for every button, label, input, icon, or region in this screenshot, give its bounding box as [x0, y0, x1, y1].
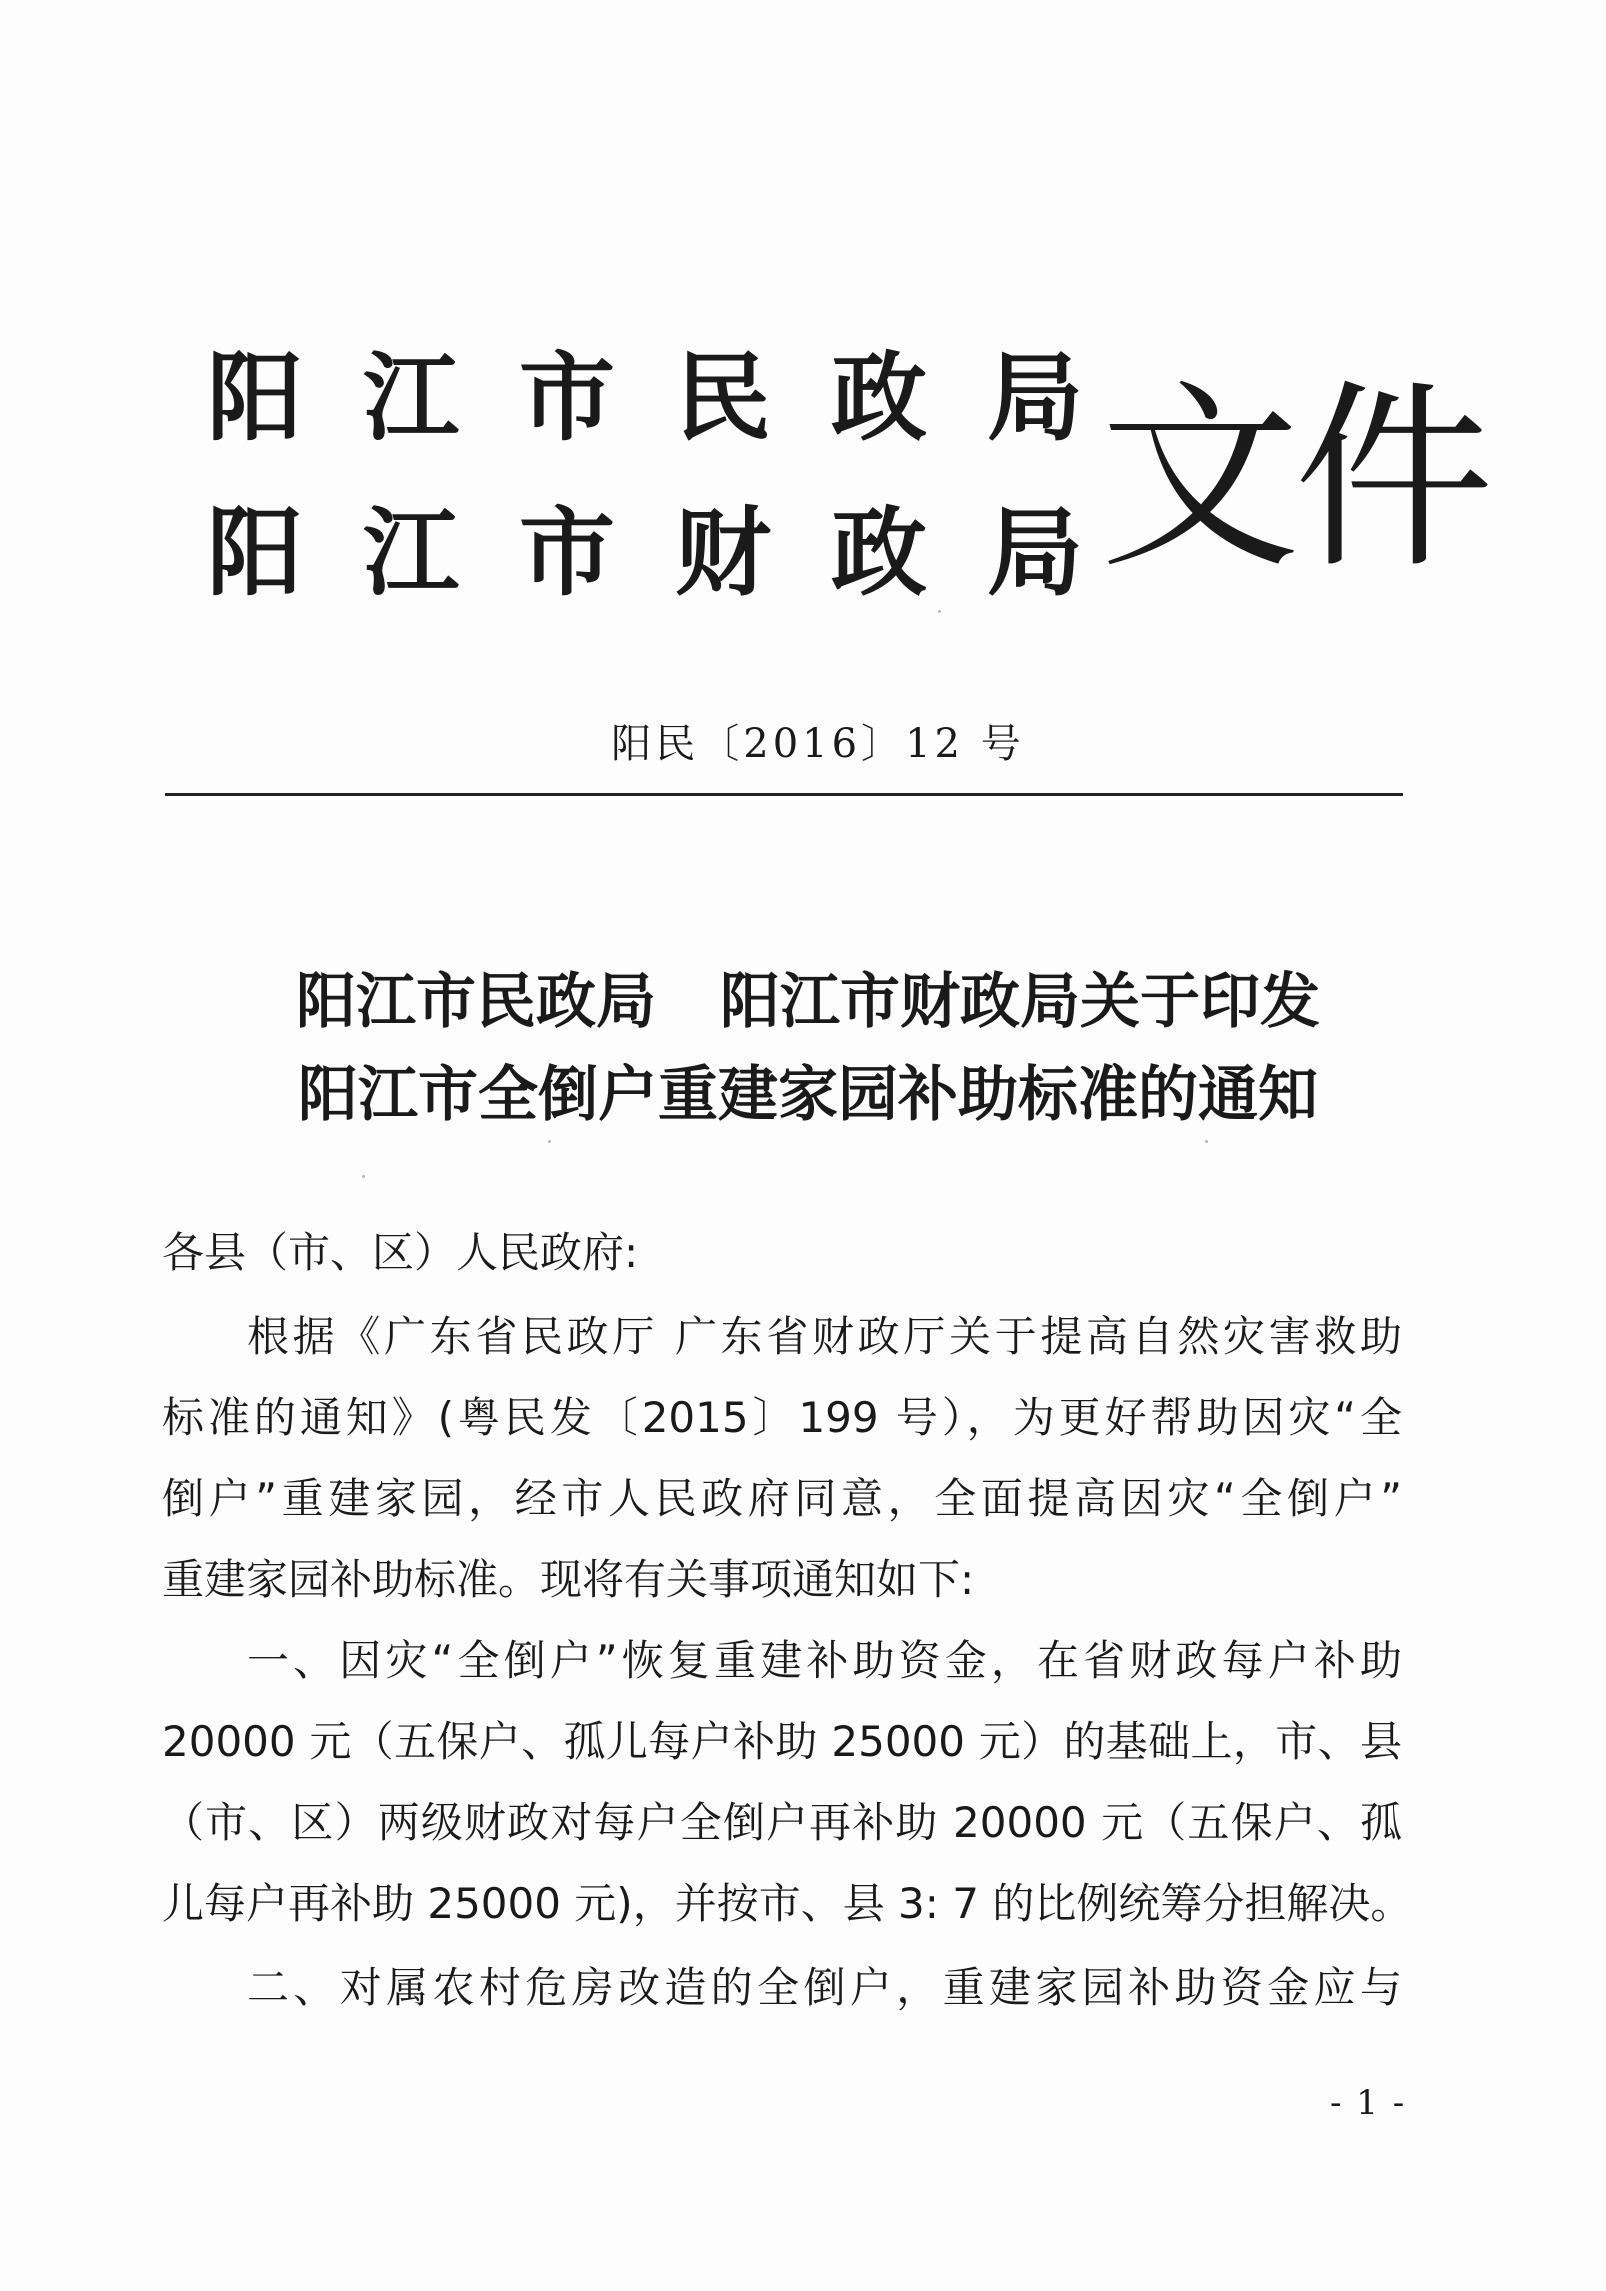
document-title-line-2: 阳江市全倒户重建家园补助标准的通知 — [298, 1060, 1318, 1130]
body-line: （市、区）两级财政对每户全倒户再补助 20000 元（五保户、孤 — [162, 1798, 1402, 1847]
issuer-char: 财 — [675, 496, 771, 609]
issuer-char: 阳 — [207, 341, 303, 454]
document-title-line-1 — [0, 967, 1606, 1037]
issuer-char: 政 — [831, 496, 927, 609]
scan-speck — [1205, 1140, 1208, 1143]
issuer-line-civil-affairs — [200, 341, 1090, 454]
issuer-char: 江 — [363, 341, 459, 454]
issuer-char: 江 — [363, 496, 459, 609]
issuer-line-finance — [200, 496, 1090, 609]
issuer-char: 民 — [675, 341, 771, 454]
body-line: 一、因灾“全倒户”恢复重建补助资金，在省财政每户补助 — [247, 1636, 1402, 1685]
issuer-char: 局 — [987, 341, 1083, 454]
body-line: 重建家园补助标准。现将有关事项通知如下: — [162, 1555, 975, 1604]
body-line: 标准的通知》(粤民发〔2015〕199 号），为更好帮助因灾“全 — [162, 1393, 1402, 1442]
body-line: 根据《广东省民政厅 广东省财政厅关于提高自然灾害救助 — [247, 1312, 1402, 1361]
header-divider — [165, 793, 1403, 796]
salutation: 各县（市、区）人民政府: — [162, 1228, 639, 1277]
page-number: - 1 - — [1330, 2083, 1407, 2123]
body-line: 儿每户再补助 25000 元)，并按市、县 3: 7 的比例统筹分担解决。 — [162, 1879, 1413, 1928]
scan-speck — [548, 1140, 551, 1143]
body-line: 二、对属农村危房改造的全倒户，重建家园补助资金应与 — [247, 1963, 1402, 2012]
issuer-char: 阳 — [207, 496, 303, 609]
issuer-char: 政 — [831, 341, 927, 454]
body-line: 20000 元（五保户、孤儿每户补助 25000 元）的基础上，市、县 — [162, 1717, 1402, 1766]
document-type-label: 文件 — [1100, 363, 1489, 596]
body-line: 倒户”重建家园，经市人民政府同意，全面提高因灾“全倒户” — [162, 1474, 1402, 1523]
issuer-char: 市 — [519, 496, 615, 609]
document-number: 阳民〔2016〕12 号 — [611, 721, 1025, 767]
title-issuer-2: 阳江市财政局关于印发 — [720, 967, 1320, 1037]
scan-speck — [362, 1175, 365, 1178]
scan-speck — [938, 610, 941, 613]
title-issuer-1: 阳江市民政局 — [296, 967, 656, 1037]
issuer-char: 局 — [987, 496, 1083, 609]
issuer-char: 市 — [519, 341, 615, 454]
